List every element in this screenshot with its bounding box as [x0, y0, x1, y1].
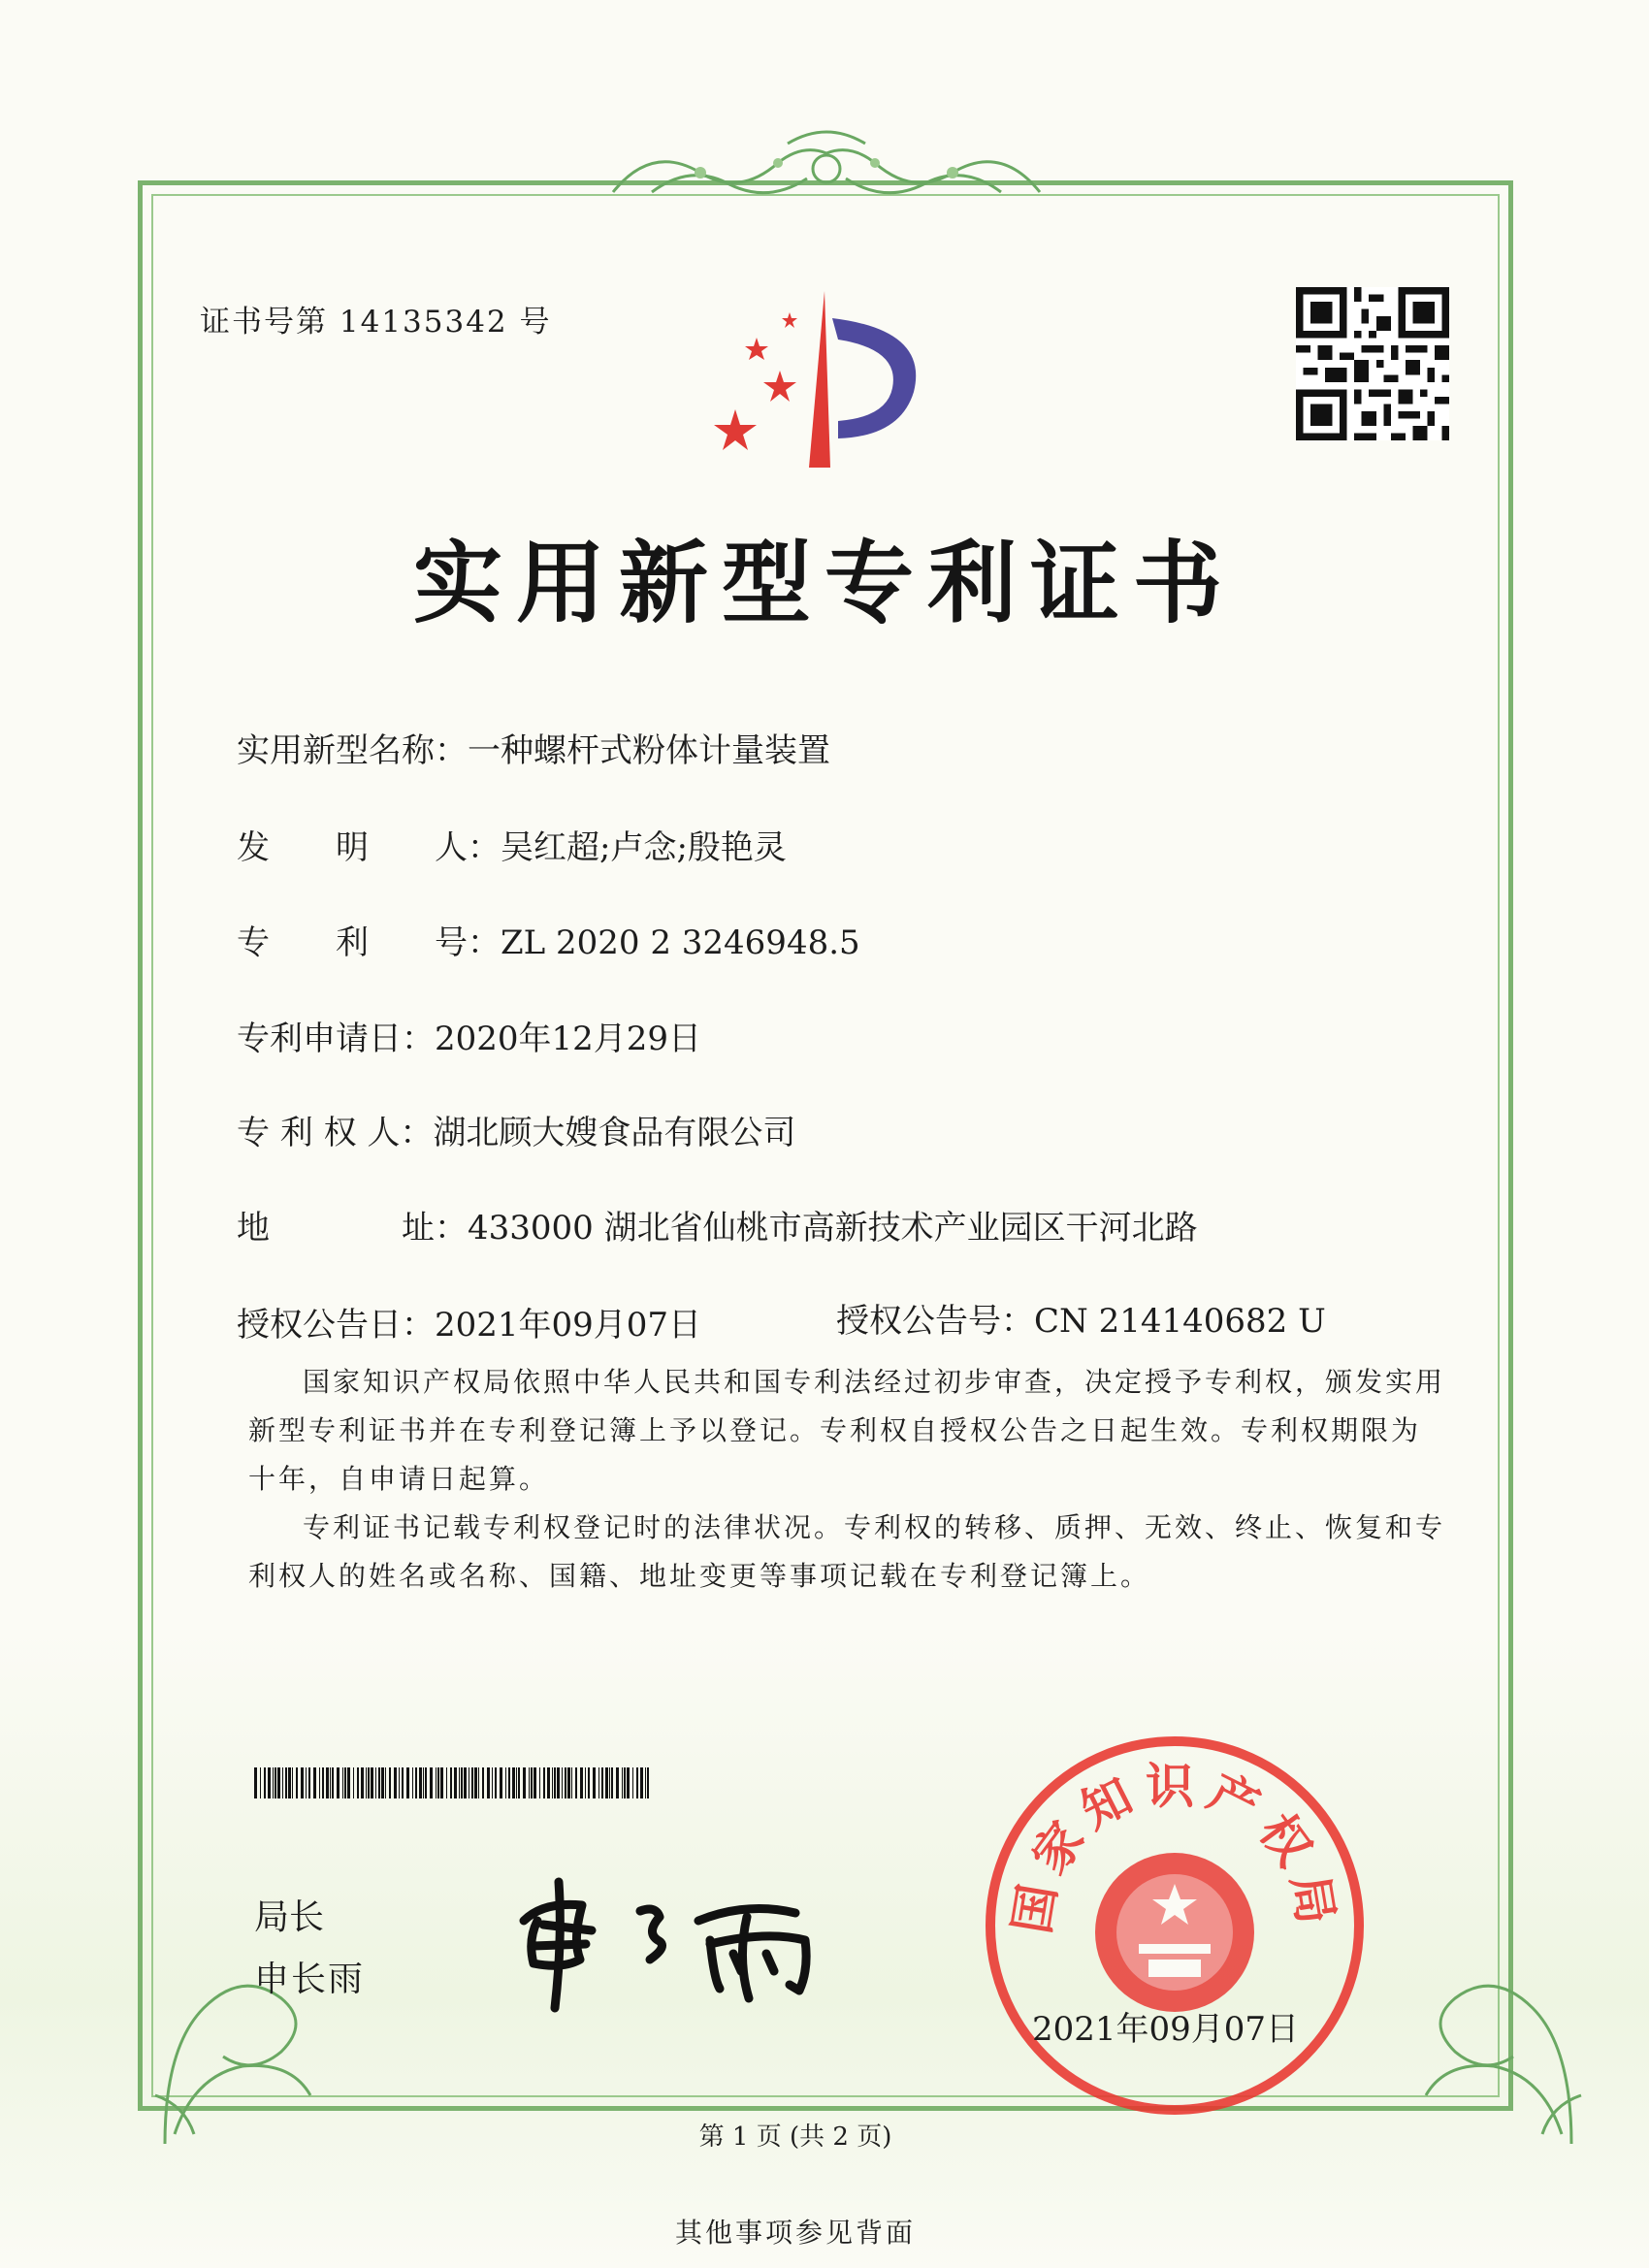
announcement-number-label: 授权公告号： [836, 1302, 1034, 1341]
announcement-number-row [836, 1294, 1326, 1342]
address-label: 地 址： [237, 1209, 468, 1247]
inventor-row [237, 821, 787, 868]
official-seal-icon [978, 1729, 1372, 2122]
certificate-title: 实用新型专利证书 [412, 531, 1236, 635]
patentee-row [237, 1106, 795, 1153]
body-paragraph-1: 国家知识产权局依照中华人民共和国专利法经过初步审查，决定授予专利权，颁发实用新型专利证书并在专利登记簿上予以登记。专利权自授权公告之日起生效。专利权期限为十年，自申请日起算。 [248, 1366, 1446, 1495]
director-signature [504, 1863, 854, 2018]
utility-model-name-value: 一种螺杆式粉体计量装置 [468, 731, 830, 770]
utility-model-name-label: 实用新型名称： [237, 731, 468, 770]
certificate-body-text [248, 1358, 1447, 1601]
filing-date-value: 2020年12月29日 [435, 1020, 702, 1058]
inventor-label: 发 明 人： [237, 828, 501, 867]
filing-date-row [237, 1012, 701, 1059]
patentee-label: 专 利 权 人： [237, 1114, 434, 1152]
barcode-icon [254, 1767, 652, 1798]
seal-date: 2021年09月07日 [1032, 2010, 1300, 2049]
qr-code-icon [1296, 287, 1449, 440]
patent-number-row [237, 916, 860, 963]
page-number: 第 1 页 (共 2 页) [698, 2122, 892, 2152]
patent-number-value: ZL 2020 2 3246948.5 [501, 923, 860, 962]
director-name: 申长雨 [254, 1960, 366, 1999]
director-title: 局长 [254, 1897, 325, 1937]
seal-text: 国家知识产权局 [1003, 1758, 1346, 1938]
announcement-date-label: 授权公告日： [237, 1306, 435, 1345]
filing-date-label: 专利申请日： [237, 1020, 435, 1058]
utility-model-name-row [237, 724, 830, 771]
announcement-date-value: 2021年09月07日 [435, 1306, 702, 1345]
patent-number-label: 专 利 号： [237, 923, 501, 962]
announcement-row [237, 1298, 701, 1345]
patent-office-logo-icon [708, 283, 951, 473]
body-paragraph-2: 专利证书记载专利权登记时的法律状况。专利权的转移、质押、无效、终止、恢复和专利权人的姓名或名称、国籍、地址变更等事项记载在专利登记簿上。 [248, 1511, 1446, 1592]
address-value: 433000 湖北省仙桃市高新技术产业园区干河北路 [468, 1209, 1198, 1247]
left-corner-ornament-icon [146, 1901, 359, 2154]
announcement-number-value: CN 214140682 U [1034, 1302, 1326, 1341]
certificate-number: 证书号第 14135342 号 [200, 305, 552, 340]
inventor-value: 吴红超;卢念;殷艳灵 [501, 828, 787, 867]
footer-note: 其他事项参见背面 [674, 2217, 916, 2249]
right-corner-ornament-icon [1377, 1901, 1591, 2154]
address-row [237, 1201, 1198, 1248]
patentee-value: 湖北顾大嫂食品有限公司 [433, 1114, 796, 1152]
top-ornament-icon [594, 124, 1059, 213]
